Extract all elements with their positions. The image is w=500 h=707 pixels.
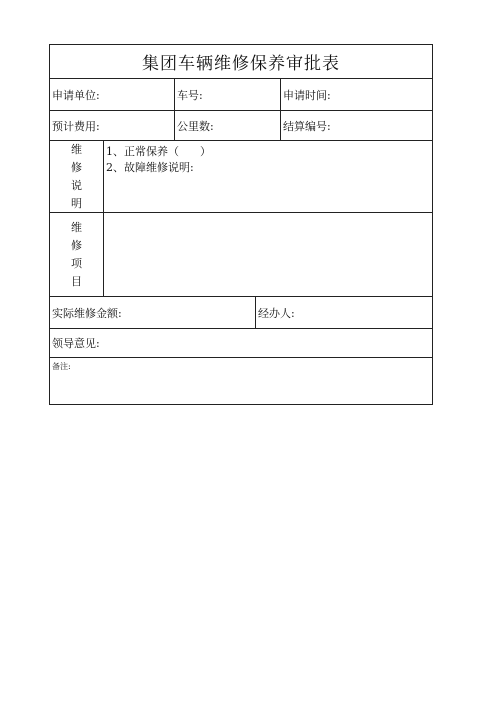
applicant-unit-label: 申请单位: <box>52 88 100 102</box>
remarks-label: 备注: <box>52 362 71 371</box>
form-title: 集团车辆维修保养审批表 <box>142 54 340 74</box>
repair-items-label <box>50 213 104 296</box>
repair-description-label <box>50 141 104 212</box>
repair-description-label-char: 修 <box>71 160 82 174</box>
repair-items-row <box>50 213 432 297</box>
repair-items-label-char: 维 <box>71 220 82 234</box>
fault-repair-description: 2、故障维修说明: <box>106 161 194 174</box>
repair-items-label-char: 项 <box>71 256 82 270</box>
repair-items-label-char: 修 <box>71 238 82 252</box>
remarks-row <box>50 358 432 404</box>
repair-description-label-char: 维 <box>71 142 82 156</box>
info-row-2 <box>50 111 432 141</box>
repair-items-content[interactable] <box>104 213 432 296</box>
handler-label: 经办人: <box>255 297 434 328</box>
vehicle-repair-approval-form <box>49 44 433 405</box>
repair-description-label-char: 说 <box>71 178 82 192</box>
apply-time-label: 申请时间: <box>280 79 434 110</box>
repair-description-row <box>50 141 432 213</box>
leader-opinion-row <box>50 329 432 358</box>
title-row <box>50 45 432 79</box>
repair-description-label-char: 明 <box>71 196 82 210</box>
actual-repair-amount-label: 实际维修金额: <box>52 306 122 320</box>
settlement-number-label: 结算编号: <box>280 111 434 140</box>
amount-row <box>50 297 432 329</box>
info-row-1 <box>50 79 432 111</box>
regular-maintenance-option: 1、正常保养（ ） <box>106 145 211 158</box>
car-number-label: 车号: <box>174 79 280 110</box>
repair-description-content[interactable] <box>104 141 432 212</box>
estimated-cost-label: 预计费用: <box>52 119 100 133</box>
repair-items-label-char: 目 <box>71 274 82 288</box>
leader-opinion-label: 领导意见: <box>52 337 100 350</box>
mileage-label: 公里数: <box>174 111 280 140</box>
